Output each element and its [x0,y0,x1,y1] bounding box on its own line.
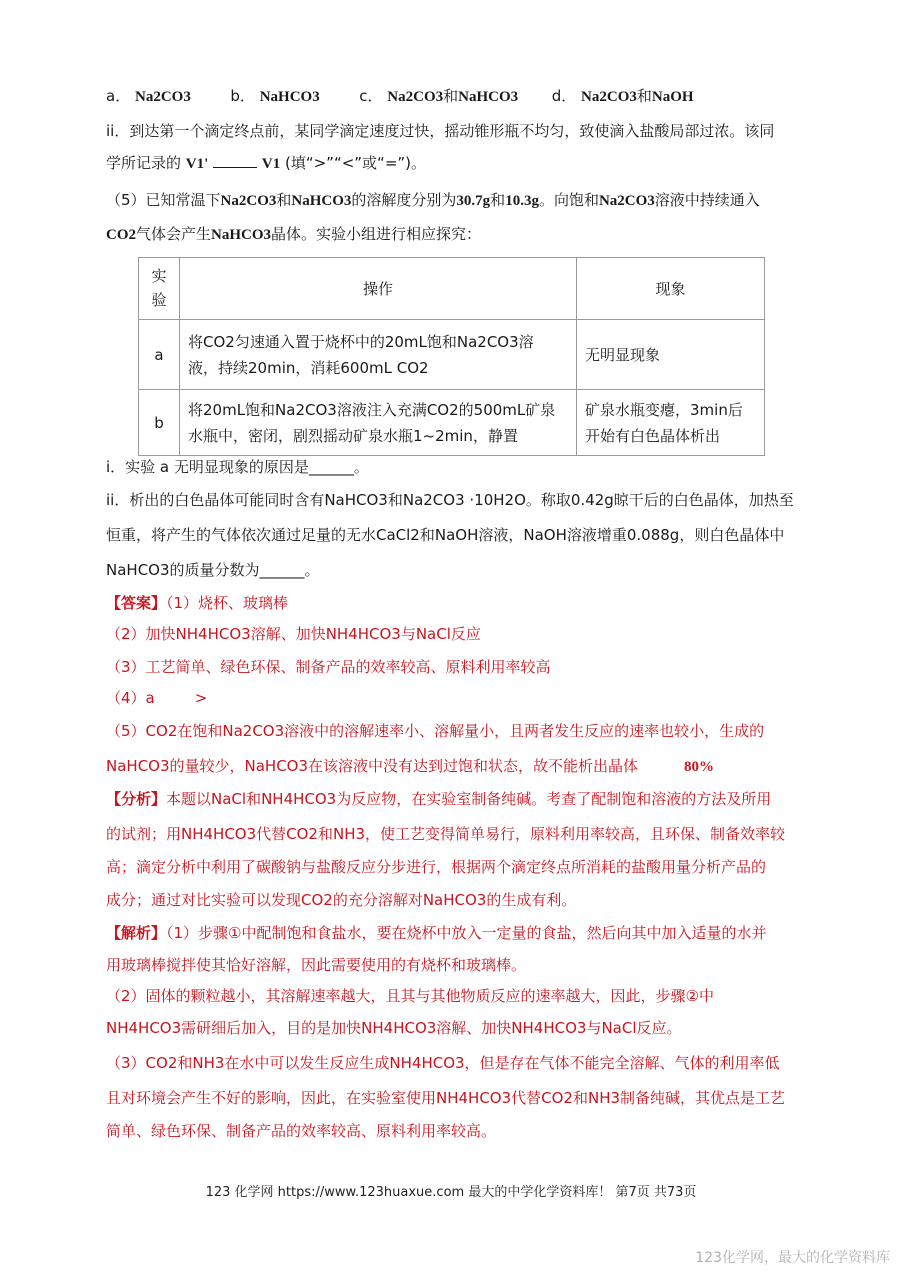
page-footer: 123 化学网 https://www.123huaxue.com 最大的中学化学资料库！ 第7页 共73页 [205,1185,697,1200]
answer-3: （3）工艺简单、绿色环保、制备产品的效率较高、原料利用率较高 [106,658,551,676]
q5-line1 [106,190,760,211]
option-c-label: c． [359,87,383,105]
header-phenomenon: 现象 [577,258,765,320]
option-d-label: d． [551,87,577,105]
v1: V1 [261,156,281,172]
q5-text-c: 。向饱和 [538,191,599,209]
q5-text-b: 的溶解度分别为 [351,191,457,209]
q5-and: 和 [276,191,292,209]
explain-l1: （1）步骤①中配制饱和食盐水，要在烧杯中放入一定量的食盐，然后向其中加入适量的水并 [166,924,767,942]
explain-line2: 用玻璃棒搅拌使其恰好溶解，因此需要使用的有烧杯和玻璃棒。 [106,956,527,974]
q5-na2co3: Na2CO3 [220,193,277,209]
analysis-line2: 的试剂；用NH4HCO3代替CO2和NH3，使工艺变得简单易行，原料利用率较高，且环保、制备效率较 [106,825,786,843]
q5-na2co3-2: Na2CO3 [598,193,655,209]
q4-ii-line2 [106,153,426,174]
row-b-operation [180,390,577,456]
row-b-op-line1: 将20mL饱和Na2CO3溶液注入充满CO2的500mL矿泉 [188,400,556,419]
option-c-and: 和 [443,87,459,105]
explain-line3: （2）固体的颗粒越小，其溶解速率越大，且其与其他物质反应的速率越大，因此，步骤②中 [106,987,714,1005]
header-experiment [139,258,180,320]
option-c-2: NaHCO3 [458,89,519,105]
answer-2: （2）加快NH4HCO3溶解、加快NH4HCO3与NaCl反应 [106,625,481,643]
q4-ii-post: (填“>”“<”或“=”)。 [284,154,427,172]
answer-4a: （4）a [106,689,155,707]
row-b-id: b [139,390,180,456]
row-b-ph-line1: 矿泉水瓶变瘪，3min后 [585,400,743,419]
q5-s1: 30.7g [456,193,491,209]
v1-prime: V1' [185,156,209,172]
q5-ii-line2: 恒重，将产生的气体依次通过足量的无水CaCl2和NaOH溶液，NaOH溶液增重0.088g，则白色晶体中 [106,526,785,544]
row-b-phenomenon [577,390,765,456]
answer-blank [213,167,257,168]
q5-co2: CO2 [106,227,136,243]
answer-1: （1）烧杯、玻璃棒 [166,594,289,612]
q5-nahco3-2: NaHCO3 [211,227,272,243]
row-a-op-line1: 将CO2匀速通入置于烧杯中的20mL饱和Na2CO3溶 [188,332,534,351]
option-c-1: Na2CO3 [387,89,444,105]
option-b-label: b． [230,87,255,105]
explain-line1 [106,923,767,943]
answer-4 [106,688,207,708]
q5-and-2: 和 [490,191,506,209]
answer-line1 [106,593,288,613]
analysis-tag: 【分析】 [106,790,167,808]
answer-5-line2 [106,756,714,777]
explain-tag: 【解析】 [106,924,167,942]
q5-ii-line1: ii．析出的白色晶体可能同时含有NaHCO3和Na2CO3 ·10H2O。称取0.42g晾干后的白色晶体，加热至 [106,491,794,509]
analysis-l1: 本题以NaCl和NH4HCO3为反应物，在实验室制备纯碱。考查了配制饱和溶液的方法及所用 [166,790,772,808]
option-a-label: a． [106,87,131,105]
option-d-2: NaOH [651,89,694,105]
answer-5-line1: （5）CO2在饱和Na2CO3溶液中的溶解速率小、溶解量小，且两者发生反应的速率也较小，生成的 [106,722,765,740]
answer-tag: 【答案】 [106,594,167,612]
q4-options [106,86,694,107]
row-a-id: a [139,320,180,390]
q4-ii-pre: 学所记录的 [106,154,182,172]
q5-s2: 10.3g [505,193,539,209]
analysis-line1 [106,789,771,809]
answer-4b: > [194,689,208,707]
header-experiment-text: 实验 [151,267,167,309]
option-a: Na2CO3 [134,89,191,105]
q5-text-f: 晶体。实验小组进行相应探究： [271,225,482,243]
q5-nahco3: NaHCO3 [291,193,352,209]
q5-text-a: （5）已知常温下 [106,191,221,209]
header-operation: 操作 [180,258,577,320]
analysis-line3: 高；滴定分析中利用了碳酸钠与盐酸反应分步进行，根据两个滴定终点所消耗的盐酸用量分析产品的 [106,858,767,876]
row-a-operation [180,320,577,390]
option-d-1: Na2CO3 [581,89,637,105]
q5-text-e: 气体会产生 [136,225,212,243]
q5-line2 [106,224,481,245]
explain-line4: NH4HCO3需研细后加入，目的是加快NH4HCO3溶解、加快NH4HCO3与NaCl反应。 [106,1019,682,1037]
q5-text-d: 溶液中持续通入 [654,191,760,209]
watermark: 123化学网，最大的化学资料库 [695,1250,890,1266]
row-a-phenomenon: 无明显现象 [577,320,765,390]
option-b: NaHCO3 [259,89,320,105]
q5-ii-line3: NaHCO3的质量分数为______。 [106,561,320,579]
answer-5-text: NaHCO3的量较少，NaHCO3在该溶液中没有达到过饱和状态，故不能析出晶体 [106,757,639,775]
explain-line7: 简单、绿色环保、制备产品的效率较高、原料利用率较高。 [106,1122,497,1140]
option-d-and: 和 [636,87,652,105]
row-a-op-line2: 液，持续20min，消耗600mL CO2 [188,358,429,377]
q5-i: i．实验 a 无明显现象的原因是______。 [106,458,369,476]
analysis-line4: 成分；通过对比实验可以发现CO2的充分溶解对NaHCO3的生成有利。 [106,891,577,909]
experiment-table [138,257,765,456]
row-b-ph-line2: 开始有白色晶体析出 [585,426,721,445]
explain-line6: 且对环境会产生不好的影响，因此，在实验室使用NH4HCO3代替CO2和NH3制备纯碱，其优点是工艺 [106,1089,786,1107]
q4-ii-line1: ii．到达第一个滴定终点前，某同学滴定速度过快，摇动锥形瓶不均匀，致使滴入盐酸局部过浓。该同 [106,122,775,140]
row-b-op-line2: 水瓶中，密闭，剧烈摇动矿泉水瓶1~2min，静置 [188,426,518,445]
answer-5-percent: 80% [684,759,715,775]
explain-line5: （3）CO2和NH3在水中可以发生反应生成NH4HCO3，但是存在气体不能完全溶解、气体的利用率低 [106,1054,780,1072]
